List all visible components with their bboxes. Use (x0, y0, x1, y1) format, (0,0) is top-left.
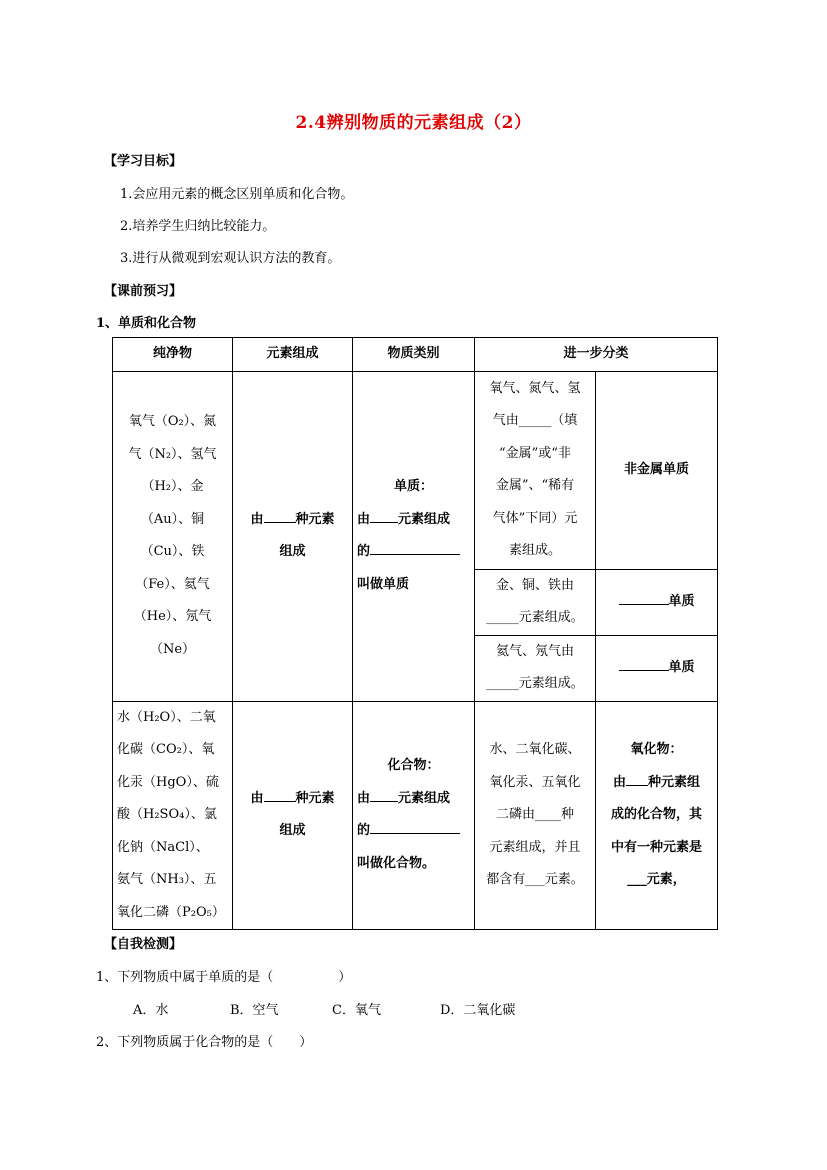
category-cell: 单质： 由 元素组成 的 叫做单质 (353, 371, 475, 701)
class-cell: 非金属单质 (596, 371, 718, 569)
option-d[interactable]: D．二氧化碳 (440, 1003, 516, 1018)
question-2: 2、下列物质属于化合物的是（ ） (96, 1035, 313, 1050)
pure-substances-cell: 水（H₂O）、二氧 化碳（CO₂）、氧 化汞（HgO）、硫 酸（H₂SO₄）、氯 化钠（NaCl）、 氨气（NH₃）、五 氧化二磷（P₂O₅） (113, 701, 233, 930)
table-row (113, 371, 718, 569)
classification-table (112, 337, 718, 930)
class-cell: 单质 (596, 569, 718, 635)
check-heading: 【自我检测】 (104, 937, 183, 952)
goal-item: 2.培养学生归纳比较能力。 (120, 219, 276, 234)
option-c[interactable]: C．氧气 (332, 1003, 381, 1018)
preview-heading: 【课前预习】 (104, 284, 183, 299)
fill-blank[interactable] (370, 507, 398, 523)
goal-item: 1.会应用元素的概念区别单质和化合物。 (120, 187, 354, 202)
table-header-row (113, 338, 718, 372)
fill-blank[interactable] (264, 786, 296, 802)
sub-class-cell: 氦气、氖气由 _____元素组成。 (475, 635, 596, 701)
header-further-class: 进一步分类 (475, 338, 718, 372)
header-pure: 纯净物 (113, 338, 233, 372)
sub-class-cell: 金、铜、铁由 _____元素组成。 (475, 569, 596, 635)
fill-blank[interactable] (370, 818, 460, 834)
composition-cell: 由 种元素 组成 (233, 371, 353, 701)
composition-cell: 由 种元素 组成 (233, 701, 353, 930)
pure-substances-cell: 氧气（O₂）、氮 气（N₂）、氢气 （H₂）、金 （Au）、铜 （Cu）、铁 （Fe）、氦气 （He）、氖气 （Ne） (113, 371, 233, 701)
goals-heading: 【学习目标】 (104, 154, 183, 169)
fill-blank[interactable] (370, 786, 398, 802)
table-row (113, 701, 718, 930)
page-title: 2.4辨别物质的元素组成（2） (295, 113, 532, 133)
fill-blank[interactable] (619, 589, 669, 605)
goal-item: 3.进行从微观到宏观认识方法的教育。 (120, 251, 341, 266)
fill-blank[interactable] (626, 770, 648, 786)
class-cell: 氧化物： 由 种元素组 成的化合物，其 中有一种元素是 ___元素， (596, 701, 718, 930)
fill-blank[interactable] (370, 539, 460, 555)
section-subheading: 1、单质和化合物 (96, 316, 197, 331)
sub-class-cell: 水、二氧化碳、 氧化汞、五氧化 二磷由____种 元素组成，并且 都含有___元素。 (475, 701, 596, 930)
class-cell: 单质 (596, 635, 718, 701)
question-1: 1、下列物质中属于单质的是（ ） (96, 970, 352, 985)
header-composition: 元素组成 (233, 338, 353, 372)
category-cell: 化合物： 由 元素组成 的 叫做化合物。 (353, 701, 475, 930)
fill-blank[interactable] (264, 507, 296, 523)
option-a[interactable]: A．水 (133, 1003, 169, 1018)
fill-blank[interactable] (619, 655, 669, 671)
sub-class-cell: 氧气、氮气、氢 气由_____（填 “金属”或“非 金属”、“稀有 气体”下同）元 素组成。 (475, 371, 596, 569)
option-b[interactable]: B．空气 (230, 1003, 279, 1018)
header-category: 物质类别 (353, 338, 475, 372)
